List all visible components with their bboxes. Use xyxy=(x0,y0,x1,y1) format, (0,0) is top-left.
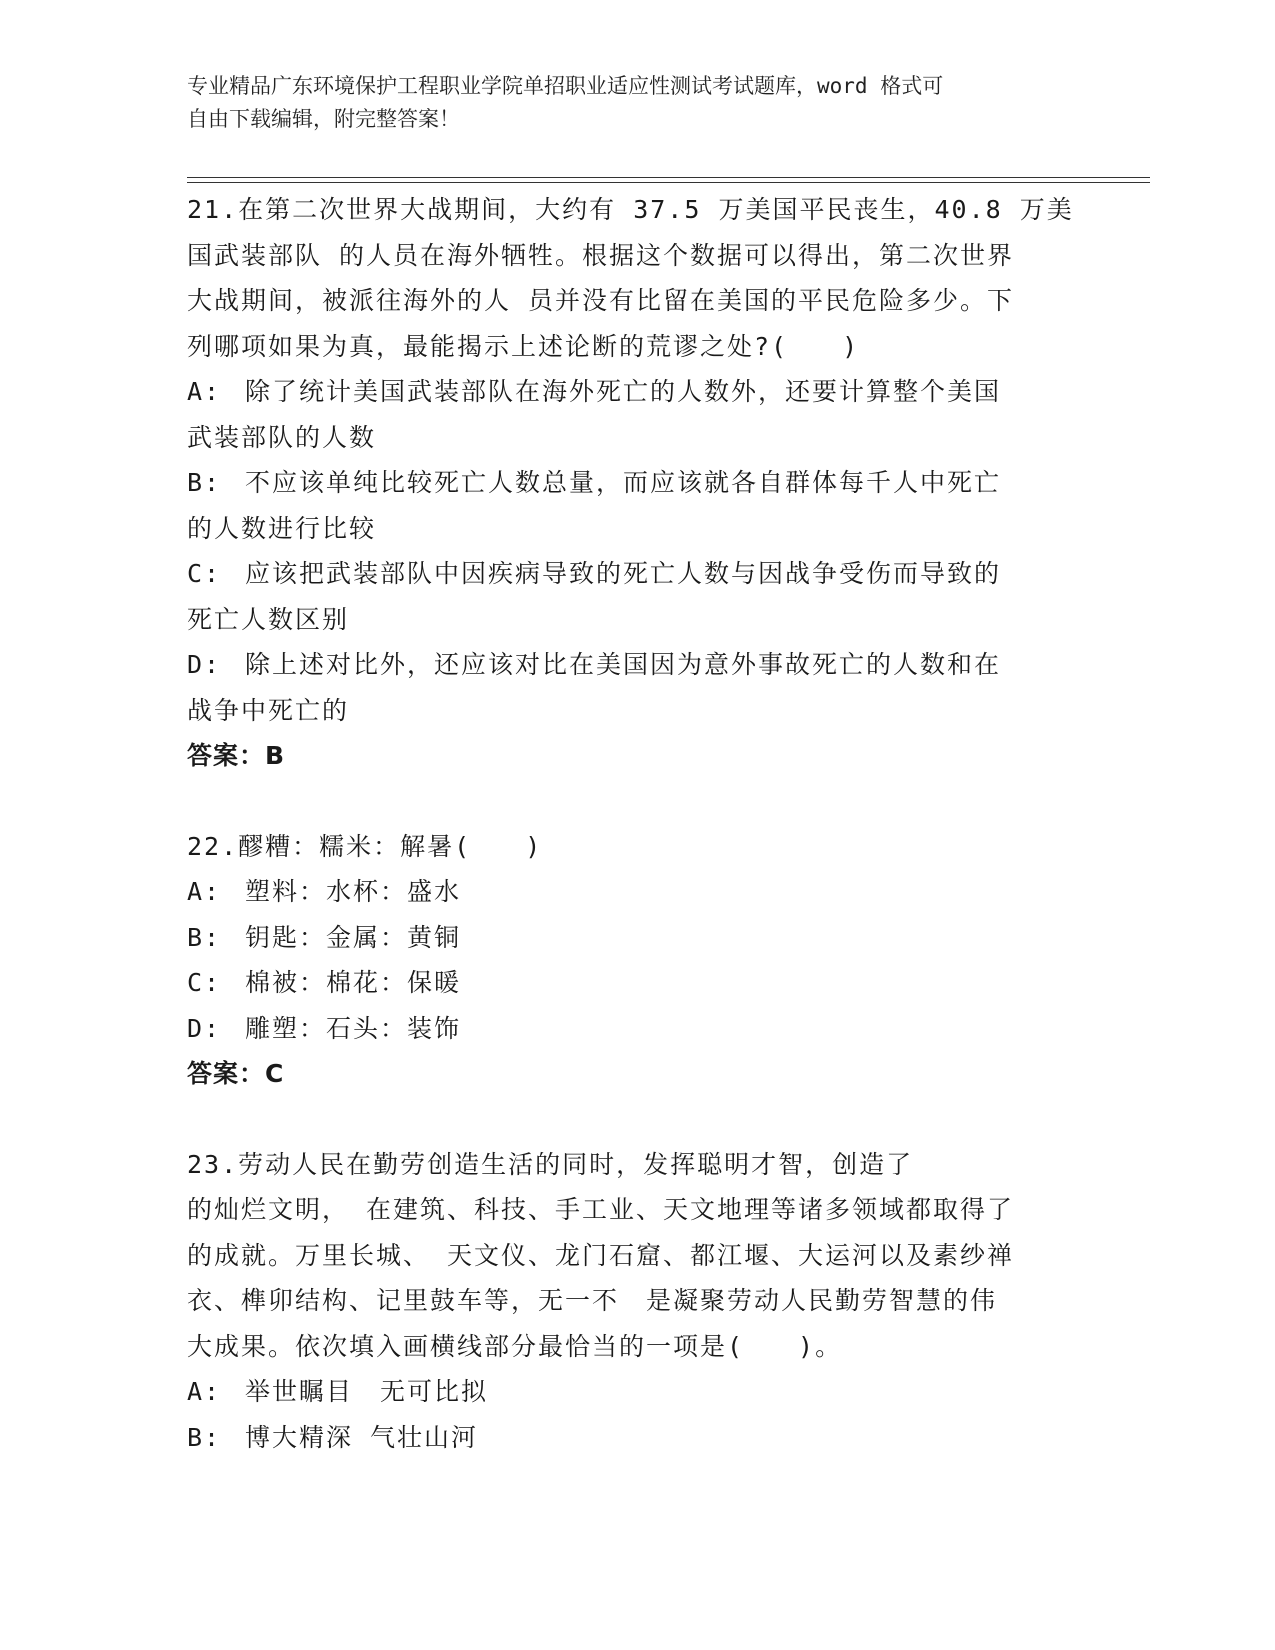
question-22 xyxy=(187,824,1067,1097)
option-text: 的人数进行比较 xyxy=(187,513,377,543)
option-a xyxy=(187,869,1067,915)
option-text: 应该把武装部队中因疾病导致的死亡人数与因战争受伤而导致的 xyxy=(245,559,1002,588)
option-text: 除了统计美国武装部队在海外死亡的人数外，还要计算整个美国 xyxy=(245,377,1002,406)
option-text: 博大精深 气壮山河 xyxy=(245,1422,479,1452)
question-spacer xyxy=(187,779,1067,824)
option-key: A: xyxy=(187,377,222,406)
option-a xyxy=(187,369,1067,460)
option-key: B: xyxy=(187,922,222,952)
question-stem-line: 列哪项如果为真，最能揭示上述论断的荒谬之处?( ) xyxy=(187,331,860,361)
option-text: 战争中死亡的 xyxy=(187,695,350,725)
option-key: D: xyxy=(187,650,222,679)
question-stem-line: 22.醪糟：糯米：解暑( ) xyxy=(187,831,543,861)
option-b xyxy=(187,1415,1067,1461)
question-23 xyxy=(187,1142,1067,1461)
question-stem-line: 的灿烂文明， 在建筑、科技、手工业、天文地理等诸多领域都取得了 xyxy=(187,1195,1015,1224)
header-line: 自由下载编辑，附完整答案！ xyxy=(187,107,460,131)
option-c xyxy=(187,551,1067,642)
answer-line: 答案：B xyxy=(187,741,286,770)
question-stem-line: 衣、榫卯结构、记里鼓车等，无一不 是凝聚劳动人民勤劳智慧的伟 xyxy=(187,1286,998,1315)
option-key: A: xyxy=(187,1377,222,1406)
option-key: D: xyxy=(187,1013,222,1043)
header-divider xyxy=(187,182,1150,183)
question-list xyxy=(187,187,1074,1460)
option-d xyxy=(187,1006,1067,1052)
option-text: 举世瞩目 无可比拟 xyxy=(245,1377,489,1406)
question-stem-line: 大战期间，被派往海外的人 员并没有比留在美国的平民危险多少。下 xyxy=(187,286,1015,315)
document-header xyxy=(187,70,1087,136)
header-divider xyxy=(187,177,1150,178)
question-spacer xyxy=(187,1097,1067,1142)
option-key: C: xyxy=(187,559,222,588)
answer-line: 答案：C xyxy=(187,1059,285,1088)
option-key: B: xyxy=(187,468,222,497)
question-stem-line: 国武装部队 的人员在海外牺牲。根据这个数据可以得出，第二次世界 xyxy=(187,240,1015,270)
question-stem-line: 23.劳动人民在勤劳创造生活的同时，发挥聪明才智，创造了 xyxy=(187,1149,914,1179)
option-key: C: xyxy=(187,968,222,997)
option-c xyxy=(187,960,1067,1006)
question-21 xyxy=(187,187,1074,779)
option-a xyxy=(187,1369,1067,1415)
option-key: A: xyxy=(187,877,222,906)
option-text: 钥匙：金属：黄铜 xyxy=(245,922,462,952)
question-stem-line: 的成就。万里长城、 天文仪、龙门石窟、都江堰、大运河以及素纱禅 xyxy=(187,1240,1015,1270)
option-text: 塑料：水杯：盛水 xyxy=(245,877,462,906)
option-text: 雕塑：石头：装饰 xyxy=(245,1013,462,1043)
option-text: 除上述对比外，还应该对比在美国因为意外事故死亡的人数和在 xyxy=(245,650,1002,679)
option-d xyxy=(187,642,1067,733)
option-b xyxy=(187,460,1067,551)
option-b xyxy=(187,915,1067,961)
header-line: 专业精品广东环境保护工程职业学院单招职业适应性测试考试题库，word 格式可 xyxy=(187,74,944,98)
question-stem-line: 大成果。依次填入画横线部分最恰当的一项是( )。 xyxy=(187,1331,843,1361)
option-text: 死亡人数区别 xyxy=(187,604,350,634)
option-text: 棉被：棉花：保暖 xyxy=(245,968,462,997)
option-text: 不应该单纯比较死亡人数总量，而应该就各自群体每千人中死亡 xyxy=(245,468,1002,497)
option-key: B: xyxy=(187,1422,222,1452)
question-stem-line: 21.在第二次世界大战期间，大约有 37.5 万美国平民丧生，40.8 万美 xyxy=(187,195,1074,224)
option-text: 武装部队的人数 xyxy=(187,422,377,452)
